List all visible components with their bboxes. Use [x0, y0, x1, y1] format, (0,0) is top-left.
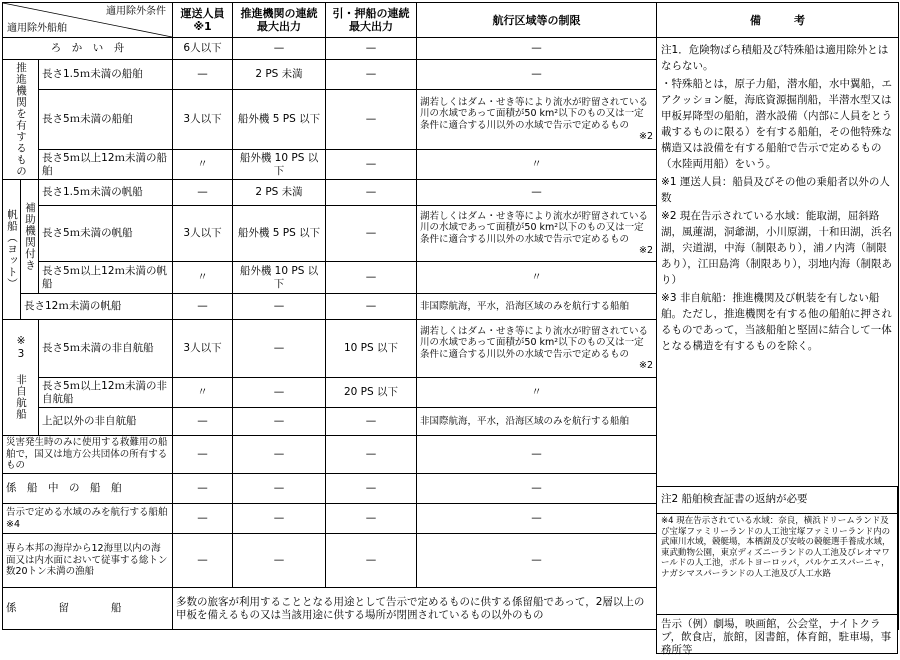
- group-engine: 推進機関を有するもの: [3, 60, 39, 180]
- row-rokai: ろ か い 舟 6人以下 — — — 注1．危険物ばら積船及び特殊船は適用除外とはならない。 ・特殊船とは，原子力船，潜水船，水中翼船，エアクッション艇，海底資源掘削船，半潜水型又は甲板昇降型の船舶，潜水設備（内部に人員をとう載するものに限る）を有する船舶，その他特殊な構造又は設備を有する船舶で告示で定めるもの（水陸両用船）をいう。 ※1 運送人員：船員及びその他の乗船者以外の人数 ※2 現在告示されている水域：能取湖，屈斜路湖，風蓮湖，洞爺湖，小川原湖，十和田湖，浜名湖，宍道湖，中海（制限あり），浦ノ内湾（制限あり），江田島湾（制限あり），羽地内海（制限あり） ※3 非自航船：推進機関及び帆装を有しない船舶。ただし，推進機関を有する他の船舶に押されるものであって，当該船舶と堅固に結合して一体となる構造を有するものを除く。: [3, 38, 899, 60]
- row-sail-3: 長さ5ｍ以上12ｍ未満の帆船 〃 船外機 10 PS 以下 — 〃: [3, 262, 899, 294]
- remarks-notes: 注1．危険物ばら積船及び特殊船は適用除外とはならない。 ・特殊船とは，原子力船，潜水船，水中翼船，エアクッション艇，海底資源掘削船，半潜水型又は甲板昇降型の船舶，潜水設備（内部に人員をとう載するものに限る）を有する船舶，その他特殊な構造又は設備を有する船舶で告示で定めるもの（水陸両用船）をいう。 ※1 運送人員：船員及びその他の乗船者以外の人数 ※2 現在告示されている水域：能取湖，屈斜路湖，風蓮湖，洞爺湖，小川原湖，十和田湖，浜名湖，宍道湖，中海（制限あり），浦ノ内湾（制限あり），江田島湾（制限あり），羽地内海（制限あり） ※3 非自航船：推進機関及び帆装を有しない船舶。ただし，推進機関を有する他の船舶に押されるものであって，当該船舶と堅固に結合して一体となる構造を有するものを除く。: [657, 38, 899, 630]
- row-sail-4: 長さ12ｍ未満の帆船 — — — 非国際航海，平水，沿海区域のみを航行する船舶: [3, 294, 899, 320]
- header-row: [3, 3, 899, 38]
- row-engine-1: 推進機関を有するもの 長さ1.5ｍ未満の船舶 — 2 PS 未満 — —: [3, 60, 899, 90]
- header-engine: 推進機関の連続最大出力: [233, 3, 326, 38]
- row-sail-2: 長さ5ｍ未満の帆船 3人以下 船外機 5 PS 以下 — 湖若しくはダム・せき等により流水が貯留されている川の水域であって面積が50 km²以下のもの又は一定条件に適合する川以外の水域で告示で定めるもの ※2: [3, 206, 899, 262]
- header-remarks: 備 考: [657, 3, 899, 38]
- row-nonself-1: ※3 非自航船 長さ5ｍ未満の非自航船 3人以下 — 10 PS 以下 湖若しくはダム・せき等により流水が貯留されている川の水域であって面積が50 km²以下のもの又は一定条件に適合する川以外の水域で告示で定めるもの ※2: [3, 320, 899, 378]
- vessel-rokai: ろ か い 舟: [3, 38, 173, 60]
- group-sail-aux: 補助機関付き: [21, 180, 39, 294]
- header-vessels: 適用除外船舶: [7, 23, 67, 34]
- row-engine-3: 長さ5ｍ以上12ｍ未満の船舶 〃 船外機 10 PS 以下 — 〃: [3, 150, 899, 180]
- row-disaster: 災害発生時のみに使用する救難用の船舶で，国又は地方公共団体の所有するもの — — — —: [3, 436, 899, 474]
- header-tow: 引・押船の連続最大出力: [326, 3, 417, 38]
- group-nonself: ※3 非自航船: [3, 320, 39, 436]
- header-conditions: 適用除外条件: [106, 6, 167, 17]
- header-persons: 運送人員 ※1: [173, 3, 233, 38]
- diagonal-header: [3, 3, 173, 38]
- row-keiryu: 係 留 船 多数の旅客が利用することとなる用途として告示で定めるものに供する係留船であって，2層以上の甲板を備えるもの又は当該用途に供する場所が閉囲されているもの以外のもの: [3, 588, 899, 630]
- row-nonself-3: 上記以外の非自航船 — — — 非国際航海，平水，沿海区域のみを航行する船舶: [3, 408, 899, 436]
- row-engine-2: 長さ5ｍ未満の船舶 3人以下 船外機 5 PS 以下 — 湖若しくはダム・せき等により流水が貯留されている川の水域であって面積が50 km²以下のもの又は一定条件に適合する川以外の水域で告示で定めるもの ※2: [3, 90, 899, 150]
- lower-notes: 注2 船舶検査証書の返納が必要 ※4 現在告示されている水域：奈良，横浜ドリームランド及び宝塚ファミリーランドの人工池宝塚ファミリーランド内の武庫川水域，競艇場，本栖湖及び安岐の競艇選手養成水域，東武動物公園，東京ディズニーランドの人工池及びレオマワールドの人工池，ポルトヨーロッパ，パルケエスパーニャ，ナガシマスパーランドの人工池及び人工水路 告示（例）劇場，映画館，公会堂，ナイトクラブ，飲食店，旅館，図書館，体育館，駐車場，事務所等: [656, 486, 898, 654]
- row-moored: 係 船 中 の 船 舶 — — — —: [3, 474, 899, 504]
- row-sail-1: 帆船（ヨット） 補助機関付き 長さ1.5ｍ未満の帆船 — 2 PS 未満 — —: [3, 180, 899, 206]
- row-nonself-2: 長さ5ｍ以上12ｍ未満の非自航船 〃 — 20 PS 以下 〃: [3, 378, 899, 408]
- row-fishing: 専ら本邦の海岸から12海里以内の海面又は内水面において従事する総トン数20トン未満の漁船 — — — —: [3, 534, 899, 588]
- header-area: 航行区域等の制限: [417, 3, 657, 38]
- row-notified: 告示で定める水域のみを航行する船舶 ※4 — — — —: [3, 504, 899, 534]
- group-sail: 帆船（ヨット）: [3, 180, 21, 320]
